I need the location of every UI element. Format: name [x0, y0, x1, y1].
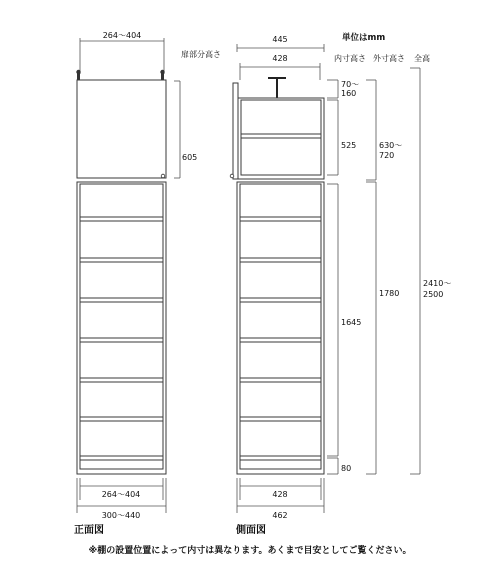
front-shelf: [80, 378, 163, 382]
side-shelf: [240, 417, 321, 421]
column-inner-height: 内寸高さ: [334, 54, 366, 63]
front-shelf: [80, 298, 163, 302]
front-bottom-outer-width-label: 300～440: [101, 511, 141, 520]
side-shelf: [240, 298, 321, 302]
base-dimension: [327, 458, 351, 474]
front-bottom-outer-width-dimension: [77, 478, 166, 520]
total-height-dimension: [410, 68, 451, 474]
gap-dimension: [327, 80, 359, 98]
side-top-outer-depth-dimension: [237, 35, 324, 52]
side-view-title: 側面図: [236, 525, 266, 536]
front-shelf: [80, 258, 163, 262]
base-label: 80: [341, 464, 352, 473]
side-shelf: [240, 456, 321, 460]
front-shelf: [80, 456, 163, 460]
front-view: [74, 31, 221, 536]
front-lower-inner: [80, 184, 163, 469]
door-knob-icon: [230, 174, 234, 178]
hinge-icon: [76, 70, 80, 80]
lower-inner-dimension: [327, 184, 361, 456]
footnote: ※棚の設置位置によって内寸は異なります。あくまで目安としてご覧ください。: [88, 546, 412, 556]
side-bottom-outer-depth-label: 462: [272, 511, 288, 520]
door-height-dimension: [174, 81, 197, 178]
side-bottom-outer-depth-dimension: [237, 478, 324, 520]
side-bottom-inner-depth-label: 428: [272, 490, 288, 499]
upper-inner-label: 525: [341, 141, 357, 150]
side-door-panel: [233, 83, 238, 179]
side-view: [230, 35, 451, 536]
unit-label: 単位はmm: [342, 33, 386, 43]
side-shelf: [240, 258, 321, 262]
side-shelf: [240, 378, 321, 382]
door-height-header: 扉部分高さ: [181, 50, 221, 59]
front-view-title: 正面図: [74, 525, 104, 536]
front-shelf: [80, 217, 163, 221]
front-top-width-label: 264～404: [102, 31, 142, 40]
total-label-line2: 2500: [423, 290, 444, 299]
door-knob-icon: [161, 174, 165, 178]
front-bottom-inner-width-dimension: [80, 478, 163, 500]
front-shelf: [80, 338, 163, 342]
upper-outer-dimension: [366, 80, 402, 180]
lower-outer-dimension: [366, 182, 399, 474]
hinge-icon: [160, 70, 164, 80]
front-shelf: [80, 417, 163, 421]
column-outer-height: 外寸高さ: [373, 54, 405, 63]
front-top-width-dimension: [80, 31, 164, 74]
side-upper-shelf: [241, 134, 321, 138]
tension-rod-icon: [268, 78, 286, 98]
column-total-height: 全高: [414, 54, 430, 63]
total-label-line1: 2410～: [423, 279, 452, 288]
upper-inner-dimension: [327, 100, 356, 175]
side-lower-inner: [240, 184, 321, 469]
lower-outer-label: 1780: [379, 289, 400, 298]
door-height-value: 605: [182, 153, 198, 162]
side-top-inner-depth-label: 428: [272, 54, 288, 63]
gap-label-line2: 160: [341, 89, 357, 98]
gap-label-line1: 70～: [341, 80, 360, 89]
upper-outer-label-line2: 720: [379, 151, 395, 160]
upper-outer-label-line1: 630～: [379, 141, 403, 150]
side-bottom-inner-depth-dimension: [240, 478, 321, 500]
side-shelf: [240, 338, 321, 342]
front-door-panel: [77, 80, 166, 178]
front-bottom-inner-width-label: 264～404: [101, 490, 141, 499]
side-shelf: [240, 217, 321, 221]
side-top-outer-depth-label: 445: [272, 35, 288, 44]
lower-inner-label: 1645: [341, 318, 362, 327]
side-top-inner-depth-dimension: [240, 54, 320, 80]
